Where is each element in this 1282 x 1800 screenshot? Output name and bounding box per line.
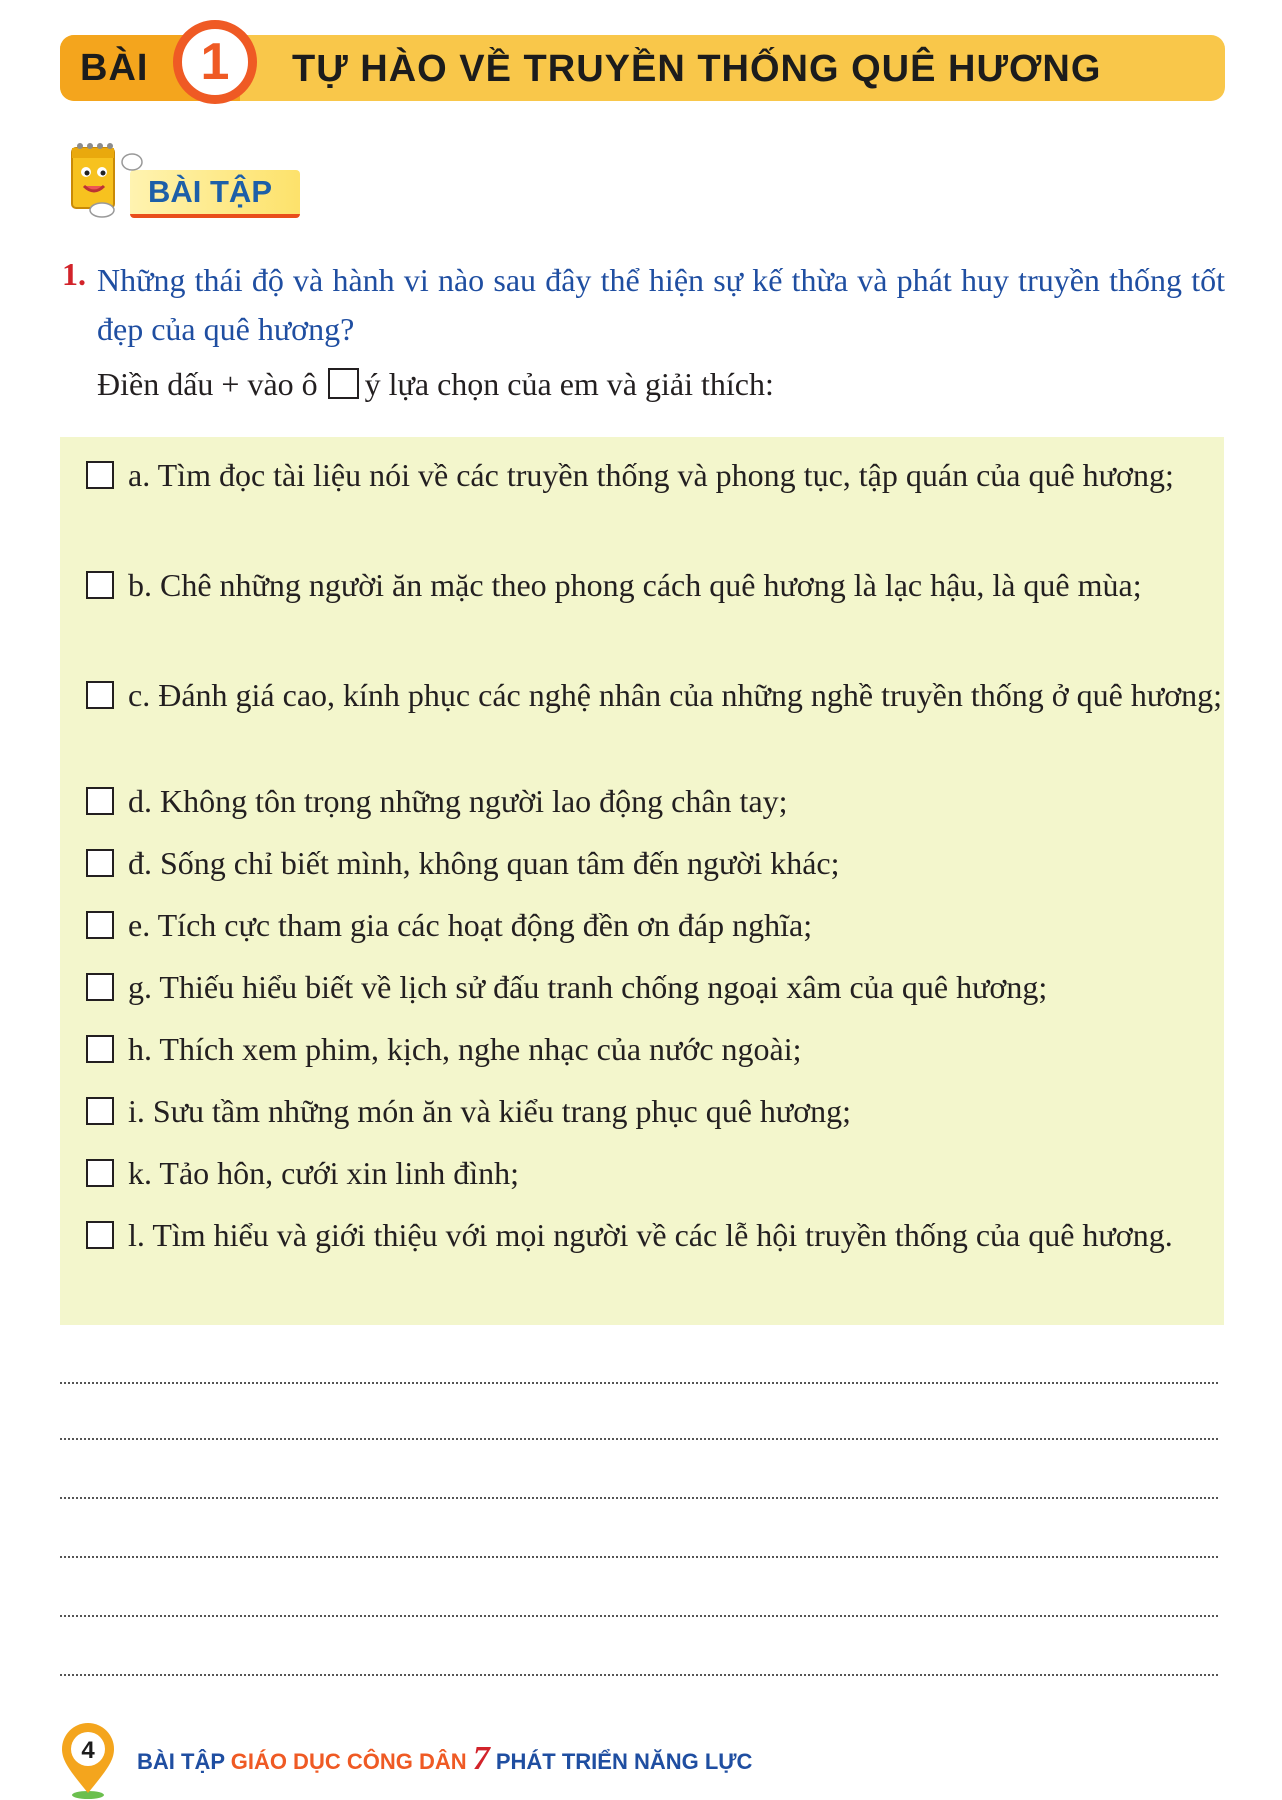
option-g-checkbox[interactable] — [86, 973, 114, 1001]
option-dd-text: đ. Sống chỉ biết mình, không quan tâm đến người khác; — [128, 845, 840, 881]
option-e-checkbox[interactable] — [86, 911, 114, 939]
answer-line[interactable] — [60, 1674, 1218, 1676]
answer-line[interactable] — [60, 1556, 1218, 1558]
answer-line[interactable] — [60, 1438, 1218, 1440]
option-i-checkbox[interactable] — [86, 1097, 114, 1125]
lesson-number: 1 — [200, 33, 230, 91]
answer-line[interactable] — [60, 1615, 1218, 1617]
footer-part1: BÀI TẬP — [137, 1749, 231, 1774]
option-a-text: a. Tìm đọc tài liệu nói về các truyền thống và phong tục, tập quán của quê hương; — [128, 457, 1174, 493]
footer-book-title — [137, 1740, 752, 1778]
smiling-notebook-mascot-icon — [62, 140, 157, 220]
checkbox-sample-icon — [328, 368, 359, 399]
page-number: 4 — [81, 1737, 95, 1764]
option-d-text: d. Không tôn trọng những người lao động chân tay; — [128, 783, 788, 819]
option-k-checkbox[interactable] — [86, 1159, 114, 1187]
footer-part4: PHÁT TRIỂN NĂNG LỰC — [489, 1749, 753, 1774]
option-i-text: i. Sưu tầm những món ăn và kiểu trang phục quê hương; — [128, 1093, 852, 1129]
footer-part3: 7 — [472, 1740, 490, 1777]
instruction-after: ý lựa chọn của em và giải thích: — [364, 366, 774, 402]
option-l-checkbox[interactable] — [86, 1221, 114, 1249]
option-l-text: l. Tìm hiểu và giới thiệu với mọi người về các lễ hội truyền thống của quê hương. — [128, 1217, 1173, 1253]
lesson-title: TỰ HÀO VỀ TRUYỀN THỐNG QUÊ HƯƠNG — [292, 48, 1102, 90]
option-e-text: e. Tích cực tham gia các hoạt động đền ơn đáp nghĩa; — [128, 907, 813, 943]
question-instruction — [97, 366, 774, 403]
section-badge: BÀI TẬP — [148, 174, 272, 209]
instruction-before: Điền dấu + vào ô — [97, 366, 318, 402]
option-dd-checkbox[interactable] — [86, 849, 114, 877]
option-b-text: b. Chê những người ăn mặc theo phong cách quê hương là lạc hậu, là quê mùa; — [128, 567, 1142, 603]
question-text: Những thái độ và hành vi nào sau đây thể hiện sự kế thừa và phát huy truyền thống tốt đẹp của quê hương? — [97, 262, 1225, 347]
answer-line[interactable] — [60, 1497, 1218, 1499]
answer-line[interactable] — [60, 1382, 1218, 1384]
page-number-pin-icon — [60, 1723, 116, 1800]
lesson-number-circle — [173, 20, 257, 104]
option-a-checkbox[interactable] — [86, 461, 114, 489]
option-h-text: h. Thích xem phim, kịch, nghe nhạc của nước ngoài; — [128, 1031, 802, 1067]
option-h-checkbox[interactable] — [86, 1035, 114, 1063]
option-d-checkbox[interactable] — [86, 787, 114, 815]
option-c-text: c. Đánh giá cao, kính phục các nghệ nhân của những nghề truyền thống ở quê hương; — [128, 677, 1222, 713]
lesson-word: BÀI — [80, 47, 149, 89]
option-c-checkbox[interactable] — [86, 681, 114, 709]
footer-part2: GIÁO DỤC CÔNG DÂN — [230, 1749, 473, 1774]
option-b-checkbox[interactable] — [86, 571, 114, 599]
option-k-text: k. Tảo hôn, cưới xin linh đình; — [128, 1155, 519, 1191]
option-g-text: g. Thiếu hiểu biết về lịch sử đấu tranh chống ngoại xâm của quê hương; — [128, 969, 1048, 1005]
question-number: 1. — [62, 256, 86, 292]
